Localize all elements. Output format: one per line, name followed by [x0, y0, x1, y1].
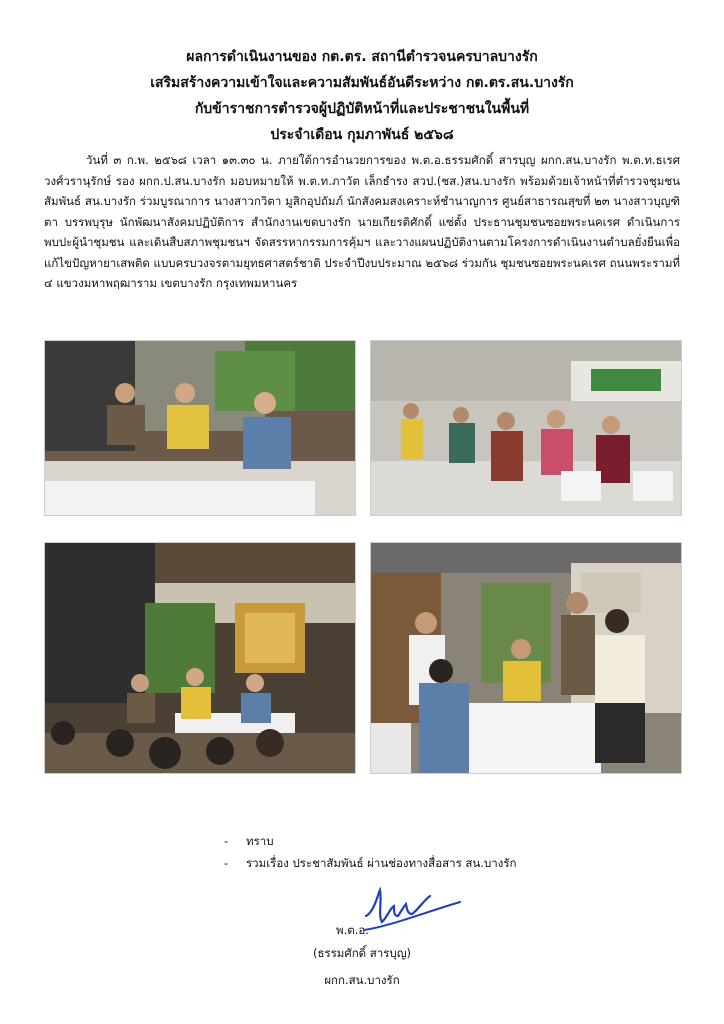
- note-item: [224, 852, 516, 874]
- photo-alley-registration: [370, 542, 682, 774]
- note-item: [224, 830, 516, 852]
- signer-position: ผกก.สน.บางรัก: [324, 973, 400, 987]
- note-public-relations: รวมเรื่อง ประชาสัมพันธ์ ผ่านช่องทางสื่อสาร สน.บางรัก: [246, 856, 517, 870]
- photo-community-meeting-shrine: [44, 542, 356, 774]
- note-dash: -: [224, 834, 229, 848]
- title-line-1: ผลการดำเนินงานของ กต.ตร. สถานีตำรวจนครบาลบางรัก: [186, 49, 538, 65]
- title-line-2: เสริมสร้างความเข้าใจและความสัมพันธ์อันดีระหว่าง กต.ตร.สน.บางรัก: [150, 75, 574, 91]
- photo-officials-at-table: [44, 340, 356, 516]
- document-heading: [0, 44, 724, 148]
- signer-rank-prefix: พ.ต.อ.: [336, 923, 369, 937]
- title-line-4: ประจำเดือน กุมภาพันธ์ ๒๕๖๘: [270, 127, 454, 143]
- body-paragraph: วันที่ ๓ ก.พ. ๒๕๖๘ เวลา ๑๓.๓๐ น. ภายใต้การอำนวยการของ พ.ต.อ.ธรรมศักดิ์ สารบุญ ผกก.สน.บางรัก พ.ต.ท.ธเรศ วงศ์วรานุรักษ์ รอง ผกก.ป.สน.บางรัก มอบหมายให้ พ.ต.ท.ภาวัต เล็กธำรง สวป.(ชส.)สน.บางรัก พร้อมด้วยเจ้าหน้าที่ตำรวจชุมชนสัมพันธ์ สน.บางรัก ร่วมบูรณาการ นางสาวกวิตา มูสิกอุปถัมภ์ นักสังคมสงเคราะห์ชำนาญการ ศูนย์สาธารณสุขที่ ๒๓ นางสาวบุญฑิตา บรรพบุรุษ นักพัฒนาสังคมปฏิบัติการ สำนักงานเขตบางรัก นายเกียรติศักดิ์ แซ่ตั้ง ประธานชุมชนซอยพระนคเรศ ดำเนินการพบปะผู้นำชุมชน และเดินสืบสภาพชุมชนฯ จัดสรรหากรรมการคุ้มฯ และวางแผนปฏิบัติงานตามโครงการดำเนินงานตำบลยั่งยืนเพื่อแก้ไขปัญหายาเสพติด แบบครบวงจรตามยุทธศาสตร์ชาติ ประจำปีงบประมาณ ๒๕๖๘ ร่วมกัน ชุมชนซอยพระนคเรศ ถนนพระรามที่ ๔ แขวงมหาพฤฒาราม เขตบางรัก กรุงเทพมหานคร: [44, 153, 680, 290]
- action-notes: [224, 830, 516, 874]
- title-line-3: กับข้าราชการตำรวจผู้ปฏิบัติหน้าที่และประชาชนในพื้นที่: [194, 101, 530, 117]
- signer-name: (ธรรมศักดิ์ สารบุญ): [312, 946, 412, 960]
- note-dash: -: [224, 856, 229, 870]
- photo-residents-gathering: [370, 340, 682, 516]
- body-paragraph-block: [44, 150, 680, 294]
- handwritten-signature: [360, 882, 464, 936]
- note-acknowledged: ทราบ: [246, 834, 274, 848]
